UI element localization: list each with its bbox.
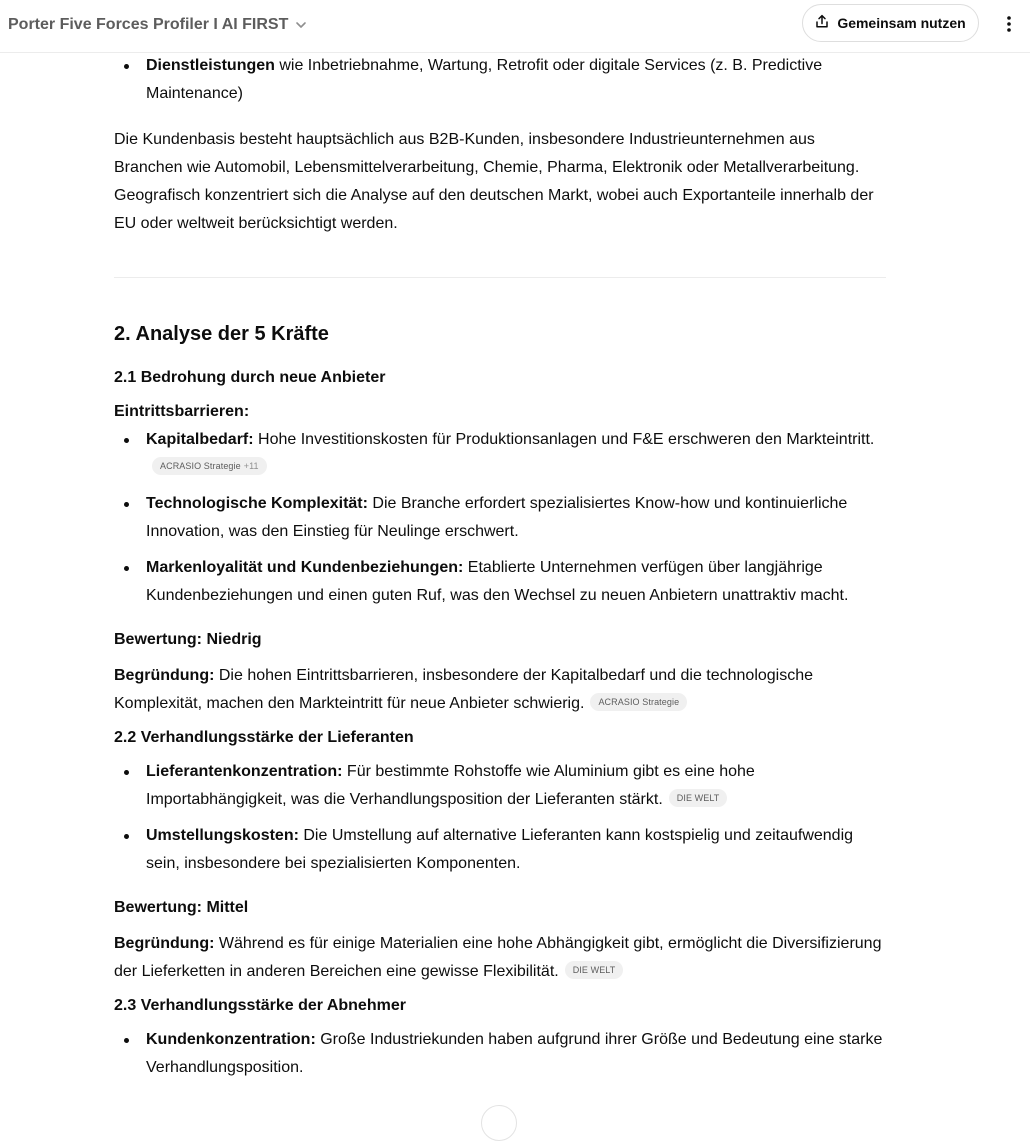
section-divider <box>114 277 886 278</box>
item-text: Die Umstellung auf alternative Lieferanten kann kostspielig und zeitaufwendig sein, insbesondere bei spezialisierten Komponenten. <box>146 827 854 872</box>
citation-more-count: +11 <box>243 460 259 471</box>
customer-base-paragraph: Die Kundenbasis besteht hauptsächlich aus B2B-Kunden, insbesondere Industrieunternehmen aus Branchen wie Automobil, Lebensmittelverarbeitung, Chemie, Pharma, Elektronik oder Metallverarbeitung. Geografisch konzentriert sich die Analyse auf den deutschen Markt, wobei auch Exportanteile innerhalb der EU oder weltweit berücksichtigt werden. <box>114 131 874 232</box>
item-term: Markenloyalität und Kundenbeziehungen: <box>146 559 464 576</box>
services-list <box>114 52 886 108</box>
section-2-1-heading: 2.1 Bedrohung durch neue Anbieter <box>114 369 386 386</box>
source-citation-chip[interactable] <box>565 961 624 979</box>
conversation-title: Porter Five Forces Profiler I AI FIRST <box>8 16 289 33</box>
item-text: Die Branche erfordert spezialisiertes Know-how und kontinuierliche Innovation, was den Einstieg für Neulinge erschwert. <box>146 495 848 540</box>
item-term: Lieferantenkonzentration: <box>146 763 343 780</box>
item-text: Große Industriekunden haben aufgrund ihrer Größe und Bedeutung eine starke Verhandlungsposition. <box>146 1031 883 1076</box>
scroll-down-button[interactable] <box>481 1105 517 1141</box>
list-item <box>114 822 886 878</box>
citation-source: DIE WELT <box>572 964 616 975</box>
services-term: Dienstleistungen <box>146 57 275 74</box>
rating-label: Bewertung: Niedrig <box>114 631 262 648</box>
barriers-list <box>114 426 886 610</box>
source-citation-chip[interactable] <box>669 789 728 807</box>
conversation-title-menu[interactable] <box>8 13 308 37</box>
services-text: wie Inbetriebnahme, Wartung, Retrofit oder digitale Services (z. B. Predictive Maintenance) <box>146 57 823 102</box>
list-item <box>114 1026 886 1082</box>
list-item <box>114 52 886 108</box>
analysis-heading: 2. Analyse der 5 Kräfte <box>114 323 329 345</box>
source-citation-chip[interactable] <box>152 457 267 475</box>
reason-text: Während es für einige Materialien eine hohe Abhängigkeit gibt, ermöglicht die Diversifizierung der Lieferketten in anderen Bereichen eine gewisse Flexibilität. <box>114 935 882 980</box>
barriers-label: Eintrittsbarrieren: <box>114 403 250 420</box>
source-citation-chip[interactable] <box>590 693 687 711</box>
reason-paragraph <box>114 662 886 718</box>
item-term: Kapitalbedarf: <box>146 431 254 448</box>
share-button-label: Gemeinsam nutzen <box>837 15 966 31</box>
reason-paragraph <box>114 930 886 986</box>
list-item <box>114 554 886 610</box>
share-button[interactable] <box>802 4 979 42</box>
chevron-down-icon <box>294 18 308 32</box>
share-upload-icon <box>815 14 829 32</box>
more-options-button[interactable] <box>996 10 1022 38</box>
item-term: Umstellungskosten: <box>146 827 299 844</box>
rating-label: Bewertung: Mittel <box>114 899 249 916</box>
citation-source: DIE WELT <box>676 792 720 803</box>
suppliers-list <box>114 758 886 878</box>
reason-term: Begründung: <box>114 667 215 684</box>
message-content <box>114 52 886 1090</box>
section-2-3-heading: 2.3 Verhandlungsstärke der Abnehmer <box>114 997 406 1014</box>
citation-source: ACRASIO Strategie <box>160 460 241 471</box>
item-text: Für bestimmte Rohstoffe wie Aluminium gibt es eine hohe Importabhängigkeit, was die Verhandlungsposition der Lieferanten stärkt. <box>146 763 755 808</box>
item-term: Technologische Komplexität: <box>146 495 368 512</box>
list-item <box>114 758 886 814</box>
section-2-2-heading: 2.2 Verhandlungsstärke der Lieferanten <box>114 729 414 746</box>
list-item <box>114 426 886 482</box>
reason-term: Begründung: <box>114 935 215 952</box>
item-text: Etablierte Unternehmen verfügen über langjährige Kundenbeziehungen und einen guten Ruf, was den Wechsel zu neuen Anbietern unattraktiv macht. <box>146 559 849 604</box>
buyers-list <box>114 1026 886 1082</box>
reason-text: Die hohen Eintrittsbarrieren, insbesondere der Kapitalbedarf und die technologische Komplexität, machen den Markteintritt für neue Anbieter schwierig. <box>114 667 814 712</box>
more-vertical-icon <box>1006 15 1012 33</box>
list-item <box>114 490 886 546</box>
top-bar <box>0 0 1030 53</box>
item-term: Kundenkonzentration: <box>146 1031 316 1048</box>
citation-source: ACRASIO Strategie <box>598 696 680 707</box>
item-text: Hohe Investitionskosten für Produktionsanlagen und F&E erschweren den Markteintritt. <box>253 431 875 448</box>
